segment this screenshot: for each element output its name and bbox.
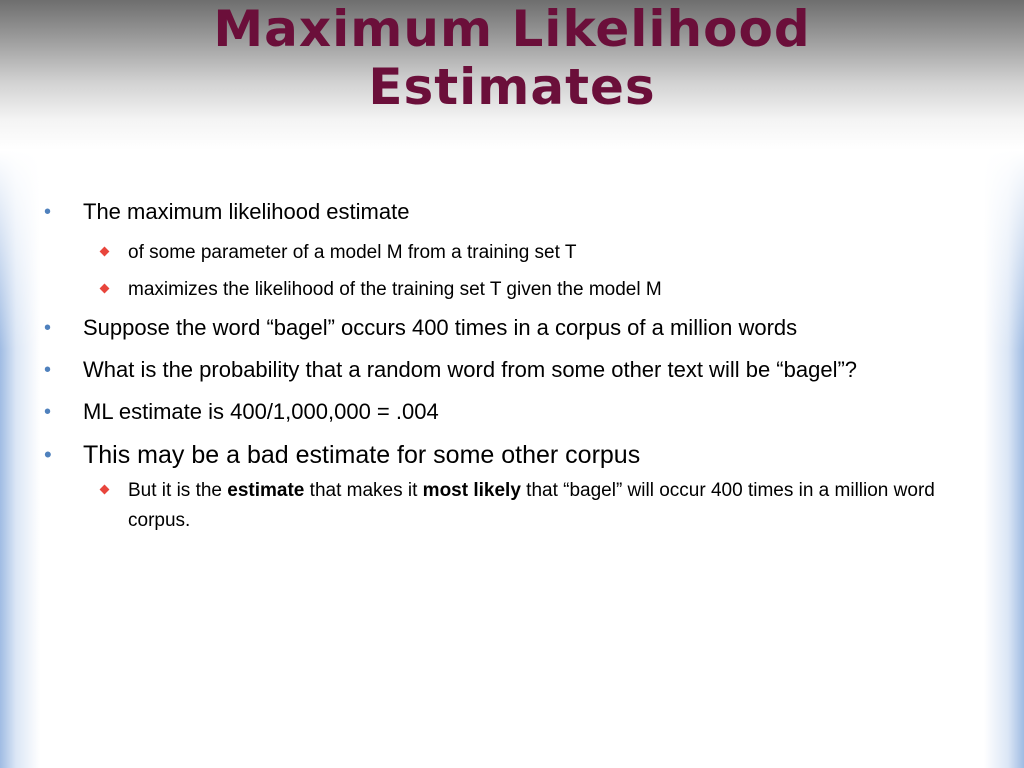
bullet-dot-icon: • xyxy=(44,442,52,467)
emphasis-most-likely: most likely xyxy=(422,480,521,501)
bullet-item xyxy=(44,312,994,344)
bullet-dot-icon: • xyxy=(44,201,52,223)
bullet-text: ML estimate is 400/1,000,000 = .004 xyxy=(83,399,439,424)
diamond-bullet-icon xyxy=(100,485,110,495)
bullet-text: The maximum likelihood estimate xyxy=(83,199,410,224)
bullet-list xyxy=(44,196,994,543)
sub-bullet-text-part: that makes it xyxy=(304,480,423,501)
bullet-text: Suppose the word “bagel” occurs 400 times in a corpus of a million words xyxy=(83,315,798,340)
sub-bullet-item xyxy=(83,476,994,536)
diamond-bullet-icon xyxy=(100,247,110,257)
bullet-text: This may be a bad estimate for some other corpus xyxy=(83,441,641,469)
bullet-item xyxy=(44,396,994,428)
sub-bullet-item xyxy=(83,275,994,305)
sub-bullet-text: of some parameter of a model M from a training set T xyxy=(128,242,577,263)
bullet-item xyxy=(44,438,994,472)
sub-bullet-text-part: that “bagel” will occur 400 times in a million word corpus. xyxy=(128,480,935,531)
sub-bullet-text: maximizes the likelihood of the training set T given the model M xyxy=(128,279,662,300)
sub-bullet-text-part: But it is the xyxy=(128,480,228,501)
bullet-dot-icon: • xyxy=(44,359,52,381)
slide-title-line-2: Estimates xyxy=(368,58,656,116)
emphasis-estimate: estimate xyxy=(227,480,305,501)
bullet-dot-icon: • xyxy=(44,401,52,423)
bullet-dot-icon: • xyxy=(44,317,52,339)
bullet-item xyxy=(44,354,994,386)
left-edge-fade xyxy=(0,150,40,350)
bullet-text: What is the probability that a random word from some other text will be “bagel”? xyxy=(83,357,858,382)
slide-title-line-1: Maximum Likelihood xyxy=(213,0,811,58)
sub-bullet-item xyxy=(83,238,994,268)
bullet-item xyxy=(44,196,994,228)
diamond-bullet-icon xyxy=(100,284,110,294)
slide-title xyxy=(0,0,1024,116)
